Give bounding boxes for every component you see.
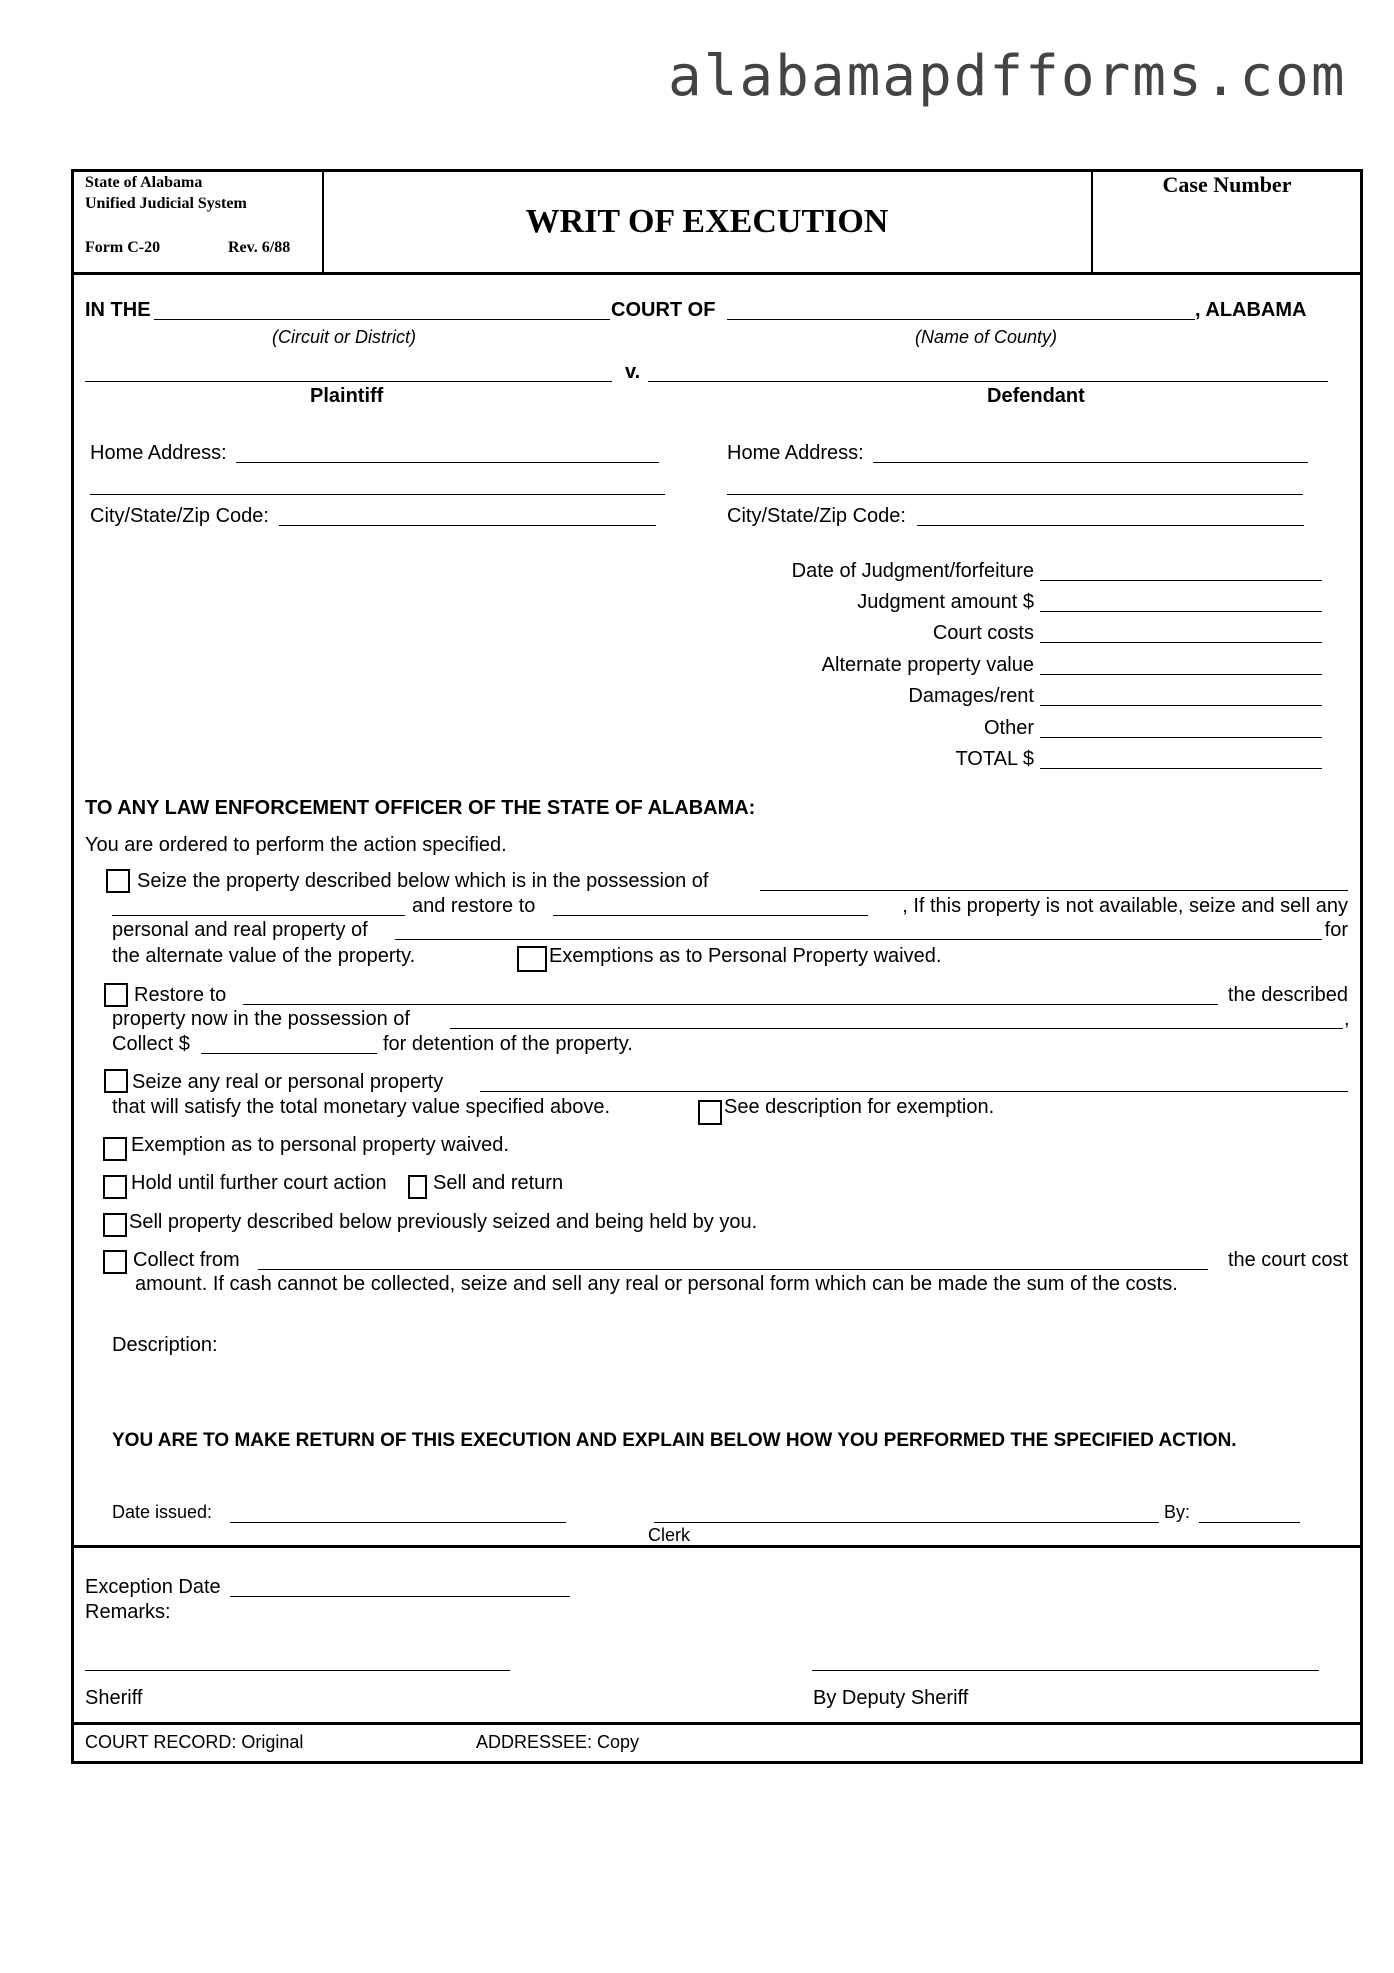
page-title: WRIT OF EXECUTION (525, 203, 889, 240)
collect-from-text: Collect from (133, 1249, 240, 1271)
restore-field[interactable] (243, 1004, 1218, 1005)
possession-field[interactable] (760, 890, 1348, 891)
plaintiff-label: Plaintiff (310, 385, 384, 407)
sheriff-label: Sheriff (85, 1687, 143, 1709)
description-label: Description: (112, 1334, 218, 1356)
defendant-home-field-2[interactable] (727, 494, 1303, 495)
judgment-amount-field[interactable] (1040, 611, 1322, 612)
exception-date-field[interactable] (230, 1596, 570, 1597)
court-type-field[interactable] (154, 319, 610, 320)
collect-from-field[interactable] (258, 1269, 1208, 1270)
header-divider (71, 272, 1363, 275)
personal-real-text: personal and real property of (112, 919, 368, 941)
plaintiff-home-field-2[interactable] (90, 494, 665, 495)
sell-return-checkbox[interactable] (408, 1175, 427, 1199)
judgment-date-field[interactable] (1040, 580, 1322, 581)
case-number-field[interactable] (1100, 205, 1355, 267)
clerk-label: Clerk (648, 1525, 691, 1545)
judgment-date-label: Date of Judgment/forfeiture (791, 560, 1034, 582)
restore-text: Restore to (134, 984, 227, 1006)
defendant-city-label: City/State/Zip Code: (727, 505, 906, 527)
restore-to-text: and restore to (412, 895, 536, 917)
return-divider (71, 1545, 1363, 1548)
court-of-label: COURT OF (611, 299, 716, 321)
plaintiff-city-field[interactable] (279, 525, 656, 526)
date-issued-field[interactable] (230, 1522, 566, 1523)
order-heading: TO ANY LAW ENFORCEMENT OFFICER OF THE STATE OF ALABAMA: (85, 797, 756, 819)
total-label: TOTAL $ (955, 748, 1034, 770)
seize-any-checkbox[interactable] (104, 1069, 128, 1093)
detention-text: for detention of the property. (383, 1033, 633, 1055)
hold-text: Hold until further court action (131, 1172, 387, 1194)
not-available-text: , If this property is not available, seize and sell any (902, 895, 1348, 917)
see-description-checkbox[interactable] (698, 1100, 722, 1125)
system-label: Unified Judicial System (85, 195, 247, 212)
plaintiff-city-label: City/State/Zip Code: (90, 505, 269, 527)
alabama-label: , ALABAMA (1195, 299, 1307, 321)
defendant-home-field[interactable] (873, 462, 1308, 463)
described-text: the described (1227, 984, 1348, 1006)
possession-field-2[interactable] (112, 915, 405, 916)
possession-now-field[interactable] (450, 1028, 1343, 1029)
collect-checkbox[interactable] (103, 1250, 127, 1274)
defendant-city-field[interactable] (917, 525, 1304, 526)
by-field[interactable] (1199, 1522, 1300, 1523)
county-hint: (Name of County) (915, 327, 1058, 347)
footer-divider (71, 1722, 1363, 1725)
other-field[interactable] (1040, 737, 1322, 738)
court-costs-field[interactable] (1040, 642, 1322, 643)
exemptions-waived-checkbox[interactable] (517, 946, 547, 972)
other-label: Other (983, 717, 1034, 739)
total-field[interactable] (1040, 768, 1322, 769)
damages-field[interactable] (1040, 705, 1322, 706)
seize-any-text: Seize any real or personal property (132, 1071, 444, 1093)
restore-to-field[interactable] (553, 915, 868, 916)
defendant-field[interactable] (648, 381, 1328, 382)
sell-property-checkbox[interactable] (103, 1213, 127, 1237)
order-intro: You are ordered to perform the action specified. (85, 834, 507, 856)
detention-amount-field[interactable] (201, 1053, 377, 1054)
satisfy-total-text: that will satisfy the total monetary value specified above. (112, 1096, 611, 1118)
form-revision: Rev. 6/88 (228, 239, 291, 256)
exemption-waived-checkbox[interactable] (103, 1137, 127, 1161)
comma-text: , (1344, 1008, 1350, 1030)
seize-property-checkbox[interactable] (106, 869, 130, 893)
sell-return-text: Sell and return (433, 1172, 564, 1194)
alternate-value-field[interactable] (1040, 674, 1322, 675)
for-text: for (1324, 919, 1348, 941)
defendant-label: Defendant (987, 385, 1085, 407)
cash-collect-text: amount. If cash cannot be collected, seize and sell any real or personal form which can be made the sum of the costs. (135, 1273, 1178, 1295)
exemptions-waived-text: Exemptions as to Personal Property waived. (549, 945, 942, 967)
possession-now-text: property now in the possession of (112, 1008, 410, 1030)
circuit-hint: (Circuit or District) (272, 327, 416, 347)
personal-real-field[interactable] (395, 939, 1322, 940)
county-field[interactable] (727, 319, 1195, 320)
judgment-amount-label: Judgment amount $ (857, 591, 1034, 613)
state-label: State of Alabama (85, 174, 203, 191)
restore-checkbox[interactable] (104, 983, 128, 1007)
court-costs-label: Court costs (932, 622, 1034, 644)
by-label: By: (1164, 1502, 1191, 1522)
watermark: alabamapdfforms.com (668, 44, 1347, 109)
collect-dollar-text: Collect $ (112, 1033, 190, 1055)
plaintiff-field[interactable] (85, 381, 612, 382)
return-notice: YOU ARE TO MAKE RETURN OF THIS EXECUTION AND EXPLAIN BELOW HOW YOU PERFORMED THE SPECIFIED ACTION. (112, 1430, 1237, 1451)
exception-date-label: Exception Date (85, 1576, 221, 1598)
date-issued-label: Date issued: (112, 1502, 213, 1522)
see-description-text: See description for exemption. (724, 1096, 995, 1118)
exemption-waived-text: Exemption as to personal property waived. (131, 1134, 509, 1156)
clerk-signature-field[interactable] (654, 1522, 1159, 1523)
remarks-label: Remarks: (85, 1601, 171, 1623)
case-number-label: Case Number (1162, 172, 1292, 197)
deputy-label: By Deputy Sheriff (813, 1687, 969, 1709)
seize-property-text: Seize the property described below which is in the possession of (137, 870, 709, 892)
seize-any-field[interactable] (480, 1091, 1348, 1092)
addressee-label: ADDRESSEE: Copy (476, 1732, 640, 1752)
hold-checkbox[interactable] (103, 1175, 127, 1199)
sell-property-text: Sell property described below previously seized and being held by you. (129, 1211, 758, 1233)
versus-label: v. (625, 361, 641, 383)
form-number: Form C-20 (85, 239, 161, 256)
court-record-label: COURT RECORD: Original (85, 1732, 304, 1752)
court-cost-text: the court cost (1227, 1249, 1348, 1271)
alternate-value-label: Alternate property value (821, 654, 1034, 676)
plaintiff-home-field[interactable] (236, 462, 659, 463)
deputy-signature-field[interactable] (812, 1670, 1319, 1671)
plaintiff-home-label: Home Address: (90, 442, 227, 464)
sheriff-signature-field[interactable] (85, 1670, 510, 1671)
alternate-value-text: the alternate value of the property. (112, 945, 416, 967)
description-field[interactable] (230, 1330, 1340, 1390)
defendant-home-label: Home Address: (727, 442, 864, 464)
in-the-label: IN THE (85, 299, 151, 321)
damages-label: Damages/rent (908, 685, 1034, 707)
